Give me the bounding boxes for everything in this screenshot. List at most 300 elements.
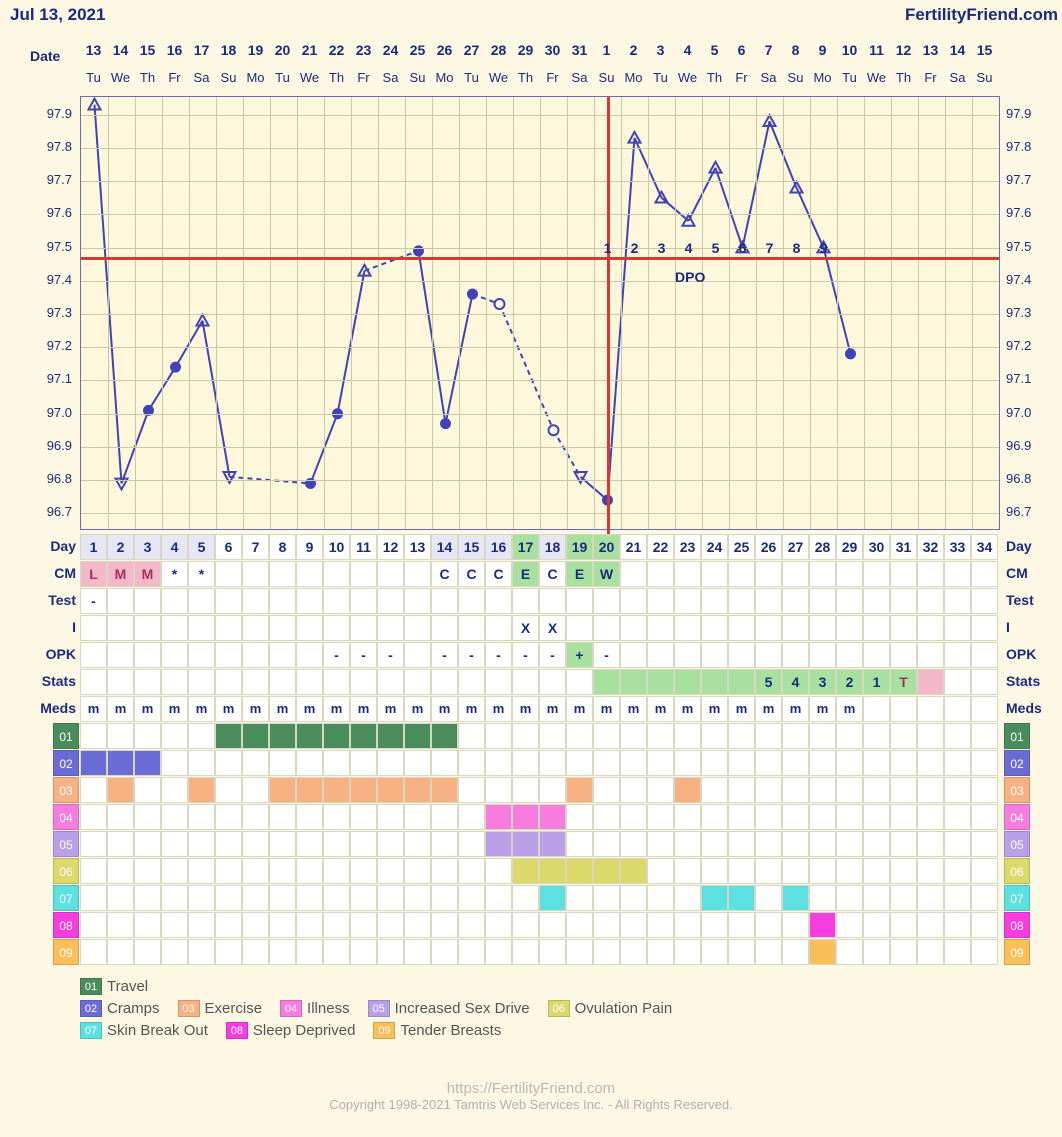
symptom-cell-07[interactable]	[512, 885, 539, 911]
cm-cell[interactable]	[323, 561, 350, 587]
stats-cell[interactable]	[269, 669, 296, 695]
symptom-cell-04[interactable]	[188, 804, 215, 830]
symptom-cell-03[interactable]	[674, 777, 701, 803]
symptom-cell-03[interactable]	[755, 777, 782, 803]
symptom-cell-03[interactable]	[296, 777, 323, 803]
opk-cell[interactable]	[161, 642, 188, 668]
meds-cell[interactable]: m	[377, 696, 404, 722]
cm-cell[interactable]: *	[188, 561, 215, 587]
symptom-cell-06[interactable]	[836, 858, 863, 884]
stats-cell[interactable]	[458, 669, 485, 695]
meds-cell[interactable]: m	[80, 696, 107, 722]
symptom-cell-01[interactable]	[593, 723, 620, 749]
symptom-cell-04[interactable]	[296, 804, 323, 830]
symptom-cell-02[interactable]	[431, 750, 458, 776]
symptom-cell-01[interactable]	[674, 723, 701, 749]
opk-cell[interactable]	[269, 642, 296, 668]
symptom-cell-08[interactable]	[863, 912, 890, 938]
symptom-cell-04[interactable]	[863, 804, 890, 830]
cm-cell[interactable]	[296, 561, 323, 587]
symptom-cell-04[interactable]	[890, 804, 917, 830]
symptom-cell-09[interactable]	[161, 939, 188, 965]
i-cell[interactable]	[917, 615, 944, 641]
symptom-cell-07[interactable]	[647, 885, 674, 911]
symptom-cell-02[interactable]	[188, 750, 215, 776]
symptom-cell-05[interactable]	[890, 831, 917, 857]
i-cell[interactable]	[134, 615, 161, 641]
symptom-cell-08[interactable]	[485, 912, 512, 938]
symptom-cell-06[interactable]	[620, 858, 647, 884]
symptom-cell-05[interactable]	[296, 831, 323, 857]
i-cell[interactable]	[728, 615, 755, 641]
meds-cell[interactable]	[944, 696, 971, 722]
symptom-cell-07[interactable]	[485, 885, 512, 911]
i-cell[interactable]	[80, 615, 107, 641]
symptom-cell-08[interactable]	[620, 912, 647, 938]
symptom-cell-06[interactable]	[539, 858, 566, 884]
symptom-cell-02[interactable]	[458, 750, 485, 776]
opk-cell[interactable]: -	[350, 642, 377, 668]
symptom-cell-05[interactable]	[755, 831, 782, 857]
symptom-cell-08[interactable]	[215, 912, 242, 938]
test-cell[interactable]	[323, 588, 350, 614]
symptom-cell-07[interactable]	[134, 885, 161, 911]
day-cell[interactable]: 6	[215, 534, 242, 560]
symptom-cell-03[interactable]	[161, 777, 188, 803]
symptom-cell-09[interactable]	[620, 939, 647, 965]
symptom-cell-05[interactable]	[566, 831, 593, 857]
symptom-cell-09[interactable]	[809, 939, 836, 965]
symptom-cell-04[interactable]	[269, 804, 296, 830]
test-cell[interactable]	[458, 588, 485, 614]
day-cell[interactable]: 10	[323, 534, 350, 560]
symptom-cell-06[interactable]	[107, 858, 134, 884]
symptom-cell-09[interactable]	[458, 939, 485, 965]
symptom-cell-08[interactable]	[431, 912, 458, 938]
cm-cell[interactable]: E	[512, 561, 539, 587]
symptom-cell-05[interactable]	[620, 831, 647, 857]
opk-cell[interactable]	[647, 642, 674, 668]
symptom-cell-07[interactable]	[458, 885, 485, 911]
symptom-cell-04[interactable]	[107, 804, 134, 830]
cm-cell[interactable]	[350, 561, 377, 587]
symptom-cell-09[interactable]	[485, 939, 512, 965]
test-cell[interactable]	[350, 588, 377, 614]
symptom-cell-04[interactable]	[161, 804, 188, 830]
symptom-chip-08[interactable]: 08	[53, 912, 79, 938]
symptom-cell-08[interactable]	[134, 912, 161, 938]
symptom-cell-02[interactable]	[728, 750, 755, 776]
stats-cell[interactable]	[647, 669, 674, 695]
symptom-cell-09[interactable]	[755, 939, 782, 965]
symptom-cell-02[interactable]	[296, 750, 323, 776]
test-cell[interactable]	[377, 588, 404, 614]
cm-cell[interactable]	[269, 561, 296, 587]
symptom-chip-right-09[interactable]: 09	[1004, 939, 1030, 965]
symptom-cell-03[interactable]	[620, 777, 647, 803]
symptom-cell-09[interactable]	[836, 939, 863, 965]
test-cell[interactable]: -	[80, 588, 107, 614]
day-cell[interactable]: 27	[782, 534, 809, 560]
symptom-cell-05[interactable]	[458, 831, 485, 857]
symptom-cell-01[interactable]	[566, 723, 593, 749]
test-cell[interactable]	[431, 588, 458, 614]
opk-cell[interactable]	[755, 642, 782, 668]
day-cell[interactable]: 12	[377, 534, 404, 560]
i-cell[interactable]	[296, 615, 323, 641]
i-cell[interactable]	[971, 615, 998, 641]
meds-cell[interactable]: m	[323, 696, 350, 722]
symptom-cell-04[interactable]	[512, 804, 539, 830]
symptom-cell-06[interactable]	[971, 858, 998, 884]
symptom-cell-05[interactable]	[971, 831, 998, 857]
symptom-cell-08[interactable]	[701, 912, 728, 938]
symptom-cell-09[interactable]	[269, 939, 296, 965]
symptom-cell-07[interactable]	[566, 885, 593, 911]
i-cell[interactable]	[566, 615, 593, 641]
symptom-cell-04[interactable]	[215, 804, 242, 830]
i-cell[interactable]	[377, 615, 404, 641]
stats-cell[interactable]	[323, 669, 350, 695]
symptom-cell-03[interactable]	[728, 777, 755, 803]
symptom-cell-08[interactable]	[404, 912, 431, 938]
symptom-cell-09[interactable]	[566, 939, 593, 965]
symptom-cell-01[interactable]	[458, 723, 485, 749]
symptom-cell-01[interactable]	[431, 723, 458, 749]
symptom-cell-06[interactable]	[674, 858, 701, 884]
symptom-cell-01[interactable]	[863, 723, 890, 749]
symptom-cell-07[interactable]	[539, 885, 566, 911]
i-cell[interactable]	[215, 615, 242, 641]
day-cell[interactable]: 24	[701, 534, 728, 560]
meds-cell[interactable]: m	[134, 696, 161, 722]
meds-cell[interactable]: m	[512, 696, 539, 722]
symptom-cell-02[interactable]	[485, 750, 512, 776]
symptom-cell-03[interactable]	[701, 777, 728, 803]
symptom-cell-05[interactable]	[404, 831, 431, 857]
symptom-cell-09[interactable]	[647, 939, 674, 965]
day-cell[interactable]: 15	[458, 534, 485, 560]
stats-cell[interactable]	[539, 669, 566, 695]
symptom-cell-09[interactable]	[296, 939, 323, 965]
symptom-cell-02[interactable]	[620, 750, 647, 776]
day-cell[interactable]: 5	[188, 534, 215, 560]
cm-cell[interactable]	[836, 561, 863, 587]
test-cell[interactable]	[512, 588, 539, 614]
i-cell[interactable]: X	[539, 615, 566, 641]
symptom-cell-03[interactable]	[350, 777, 377, 803]
stats-cell[interactable]	[215, 669, 242, 695]
cm-cell[interactable]: M	[134, 561, 161, 587]
day-cell[interactable]: 3	[134, 534, 161, 560]
meds-cell[interactable]: m	[107, 696, 134, 722]
symptom-cell-08[interactable]	[188, 912, 215, 938]
symptom-cell-04[interactable]	[701, 804, 728, 830]
symptom-cell-01[interactable]	[134, 723, 161, 749]
opk-cell[interactable]	[728, 642, 755, 668]
symptom-cell-03[interactable]	[323, 777, 350, 803]
meds-cell[interactable]: m	[566, 696, 593, 722]
i-cell[interactable]	[674, 615, 701, 641]
symptom-cell-04[interactable]	[458, 804, 485, 830]
symptom-cell-08[interactable]	[539, 912, 566, 938]
opk-cell[interactable]	[836, 642, 863, 668]
meds-cell[interactable]: m	[431, 696, 458, 722]
stats-cell[interactable]: 2	[836, 669, 863, 695]
opk-cell[interactable]: -	[512, 642, 539, 668]
symptom-cell-06[interactable]	[890, 858, 917, 884]
symptom-cell-05[interactable]	[701, 831, 728, 857]
meds-cell[interactable]: m	[593, 696, 620, 722]
opk-cell[interactable]	[674, 642, 701, 668]
symptom-cell-03[interactable]	[647, 777, 674, 803]
symptom-cell-09[interactable]	[728, 939, 755, 965]
symptom-cell-01[interactable]	[620, 723, 647, 749]
i-cell[interactable]	[458, 615, 485, 641]
symptom-cell-03[interactable]	[134, 777, 161, 803]
symptom-cell-09[interactable]	[674, 939, 701, 965]
symptom-cell-06[interactable]	[863, 858, 890, 884]
meds-cell[interactable]: m	[458, 696, 485, 722]
symptom-cell-03[interactable]	[944, 777, 971, 803]
stats-cell[interactable]	[80, 669, 107, 695]
i-cell[interactable]	[593, 615, 620, 641]
symptom-cell-02[interactable]	[593, 750, 620, 776]
symptom-cell-05[interactable]	[161, 831, 188, 857]
cm-cell[interactable]	[701, 561, 728, 587]
day-cell[interactable]: 13	[404, 534, 431, 560]
symptom-cell-01[interactable]	[296, 723, 323, 749]
meds-cell[interactable]: m	[782, 696, 809, 722]
symptom-cell-07[interactable]	[728, 885, 755, 911]
opk-cell[interactable]: -	[458, 642, 485, 668]
symptom-cell-01[interactable]	[728, 723, 755, 749]
cm-cell[interactable]	[620, 561, 647, 587]
symptom-cell-05[interactable]	[485, 831, 512, 857]
symptom-cell-01[interactable]	[107, 723, 134, 749]
symptom-cell-04[interactable]	[971, 804, 998, 830]
stats-cell[interactable]: 4	[782, 669, 809, 695]
opk-cell[interactable]	[863, 642, 890, 668]
cm-cell[interactable]	[863, 561, 890, 587]
test-cell[interactable]	[809, 588, 836, 614]
symptom-cell-02[interactable]	[215, 750, 242, 776]
day-cell[interactable]: 2	[107, 534, 134, 560]
symptom-cell-02[interactable]	[836, 750, 863, 776]
cm-cell[interactable]: C	[458, 561, 485, 587]
stats-cell[interactable]	[728, 669, 755, 695]
symptom-cell-09[interactable]	[404, 939, 431, 965]
symptom-cell-05[interactable]	[782, 831, 809, 857]
test-cell[interactable]	[674, 588, 701, 614]
test-cell[interactable]	[296, 588, 323, 614]
stats-cell[interactable]	[512, 669, 539, 695]
symptom-cell-04[interactable]	[350, 804, 377, 830]
symptom-cell-01[interactable]	[350, 723, 377, 749]
meds-cell[interactable]: m	[404, 696, 431, 722]
symptom-cell-06[interactable]	[728, 858, 755, 884]
symptom-cell-07[interactable]	[242, 885, 269, 911]
symptom-cell-02[interactable]	[80, 750, 107, 776]
symptom-cell-02[interactable]	[755, 750, 782, 776]
opk-cell[interactable]	[809, 642, 836, 668]
meds-cell[interactable]	[890, 696, 917, 722]
symptom-cell-04[interactable]	[377, 804, 404, 830]
symptom-cell-02[interactable]	[809, 750, 836, 776]
test-cell[interactable]	[836, 588, 863, 614]
test-cell[interactable]	[188, 588, 215, 614]
stats-cell[interactable]	[674, 669, 701, 695]
cm-cell[interactable]: E	[566, 561, 593, 587]
symptom-cell-09[interactable]	[512, 939, 539, 965]
i-cell[interactable]	[188, 615, 215, 641]
symptom-cell-06[interactable]	[80, 858, 107, 884]
symptom-cell-02[interactable]	[134, 750, 161, 776]
symptom-cell-05[interactable]	[377, 831, 404, 857]
cm-cell[interactable]	[377, 561, 404, 587]
symptom-cell-02[interactable]	[971, 750, 998, 776]
meds-cell[interactable]: m	[242, 696, 269, 722]
symptom-cell-08[interactable]	[944, 912, 971, 938]
symptom-cell-09[interactable]	[215, 939, 242, 965]
cm-cell[interactable]	[917, 561, 944, 587]
symptom-cell-07[interactable]	[269, 885, 296, 911]
meds-cell[interactable]: m	[674, 696, 701, 722]
symptom-cell-04[interactable]	[917, 804, 944, 830]
symptom-cell-07[interactable]	[836, 885, 863, 911]
opk-cell[interactable]: -	[323, 642, 350, 668]
symptom-cell-03[interactable]	[890, 777, 917, 803]
i-cell[interactable]: X	[512, 615, 539, 641]
symptom-cell-07[interactable]	[917, 885, 944, 911]
symptom-cell-01[interactable]	[242, 723, 269, 749]
test-cell[interactable]	[269, 588, 296, 614]
stats-cell[interactable]: 3	[809, 669, 836, 695]
symptom-cell-05[interactable]	[323, 831, 350, 857]
symptom-cell-04[interactable]	[944, 804, 971, 830]
symptom-cell-02[interactable]	[350, 750, 377, 776]
symptom-cell-04[interactable]	[539, 804, 566, 830]
symptom-cell-06[interactable]	[377, 858, 404, 884]
cm-cell[interactable]	[755, 561, 782, 587]
i-cell[interactable]	[107, 615, 134, 641]
symptom-cell-06[interactable]	[809, 858, 836, 884]
opk-cell[interactable]	[188, 642, 215, 668]
opk-cell[interactable]	[134, 642, 161, 668]
symptom-cell-08[interactable]	[377, 912, 404, 938]
day-cell[interactable]: 11	[350, 534, 377, 560]
symptom-chip-right-04[interactable]: 04	[1004, 804, 1030, 830]
meds-cell[interactable]: m	[539, 696, 566, 722]
stats-cell[interactable]	[404, 669, 431, 695]
day-cell[interactable]: 18	[539, 534, 566, 560]
symptom-cell-05[interactable]	[863, 831, 890, 857]
day-cell[interactable]: 33	[944, 534, 971, 560]
stats-cell[interactable]	[917, 669, 944, 695]
symptom-cell-08[interactable]	[971, 912, 998, 938]
symptom-cell-07[interactable]	[188, 885, 215, 911]
symptom-cell-05[interactable]	[917, 831, 944, 857]
symptom-cell-06[interactable]	[701, 858, 728, 884]
symptom-cell-04[interactable]	[728, 804, 755, 830]
symptom-cell-07[interactable]	[80, 885, 107, 911]
symptom-cell-03[interactable]	[539, 777, 566, 803]
symptom-cell-08[interactable]	[647, 912, 674, 938]
i-cell[interactable]	[350, 615, 377, 641]
stats-cell[interactable]	[485, 669, 512, 695]
cm-cell[interactable]	[944, 561, 971, 587]
symptom-cell-08[interactable]	[809, 912, 836, 938]
symptom-cell-01[interactable]	[269, 723, 296, 749]
symptom-cell-06[interactable]	[161, 858, 188, 884]
day-cell[interactable]: 32	[917, 534, 944, 560]
symptom-cell-05[interactable]	[350, 831, 377, 857]
symptom-cell-06[interactable]	[485, 858, 512, 884]
symptom-cell-07[interactable]	[755, 885, 782, 911]
opk-cell[interactable]	[701, 642, 728, 668]
symptom-cell-01[interactable]	[539, 723, 566, 749]
symptom-cell-08[interactable]	[755, 912, 782, 938]
symptom-chip-05[interactable]: 05	[53, 831, 79, 857]
symptom-cell-07[interactable]	[593, 885, 620, 911]
symptom-cell-07[interactable]	[377, 885, 404, 911]
symptom-chip-02[interactable]: 02	[53, 750, 79, 776]
symptom-cell-06[interactable]	[242, 858, 269, 884]
symptom-cell-02[interactable]	[269, 750, 296, 776]
symptom-cell-06[interactable]	[944, 858, 971, 884]
symptom-cell-02[interactable]	[107, 750, 134, 776]
cm-cell[interactable]	[890, 561, 917, 587]
symptom-cell-06[interactable]	[566, 858, 593, 884]
test-cell[interactable]	[242, 588, 269, 614]
symptom-cell-05[interactable]	[269, 831, 296, 857]
symptom-cell-03[interactable]	[782, 777, 809, 803]
symptom-chip-04[interactable]: 04	[53, 804, 79, 830]
symptom-cell-07[interactable]	[350, 885, 377, 911]
i-cell[interactable]	[647, 615, 674, 641]
symptom-cell-03[interactable]	[458, 777, 485, 803]
meds-cell[interactable]: m	[161, 696, 188, 722]
day-cell[interactable]: 30	[863, 534, 890, 560]
symptom-cell-01[interactable]	[971, 723, 998, 749]
symptom-chip-right-03[interactable]: 03	[1004, 777, 1030, 803]
symptom-cell-03[interactable]	[188, 777, 215, 803]
symptom-cell-02[interactable]	[674, 750, 701, 776]
meds-cell[interactable]	[971, 696, 998, 722]
test-cell[interactable]	[890, 588, 917, 614]
symptom-cell-09[interactable]	[134, 939, 161, 965]
cm-cell[interactable]	[215, 561, 242, 587]
test-cell[interactable]	[971, 588, 998, 614]
symptom-cell-05[interactable]	[107, 831, 134, 857]
symptom-cell-09[interactable]	[539, 939, 566, 965]
meds-cell[interactable]: m	[701, 696, 728, 722]
meds-cell[interactable]: m	[728, 696, 755, 722]
symptom-cell-09[interactable]	[701, 939, 728, 965]
cm-cell[interactable]	[404, 561, 431, 587]
symptom-cell-07[interactable]	[971, 885, 998, 911]
day-cell[interactable]: 7	[242, 534, 269, 560]
opk-cell[interactable]: -	[593, 642, 620, 668]
stats-cell[interactable]	[620, 669, 647, 695]
symptom-cell-03[interactable]	[809, 777, 836, 803]
opk-cell[interactable]	[971, 642, 998, 668]
test-cell[interactable]	[917, 588, 944, 614]
symptom-cell-04[interactable]	[809, 804, 836, 830]
day-cell[interactable]: 21	[620, 534, 647, 560]
symptom-cell-03[interactable]	[404, 777, 431, 803]
symptom-cell-02[interactable]	[377, 750, 404, 776]
